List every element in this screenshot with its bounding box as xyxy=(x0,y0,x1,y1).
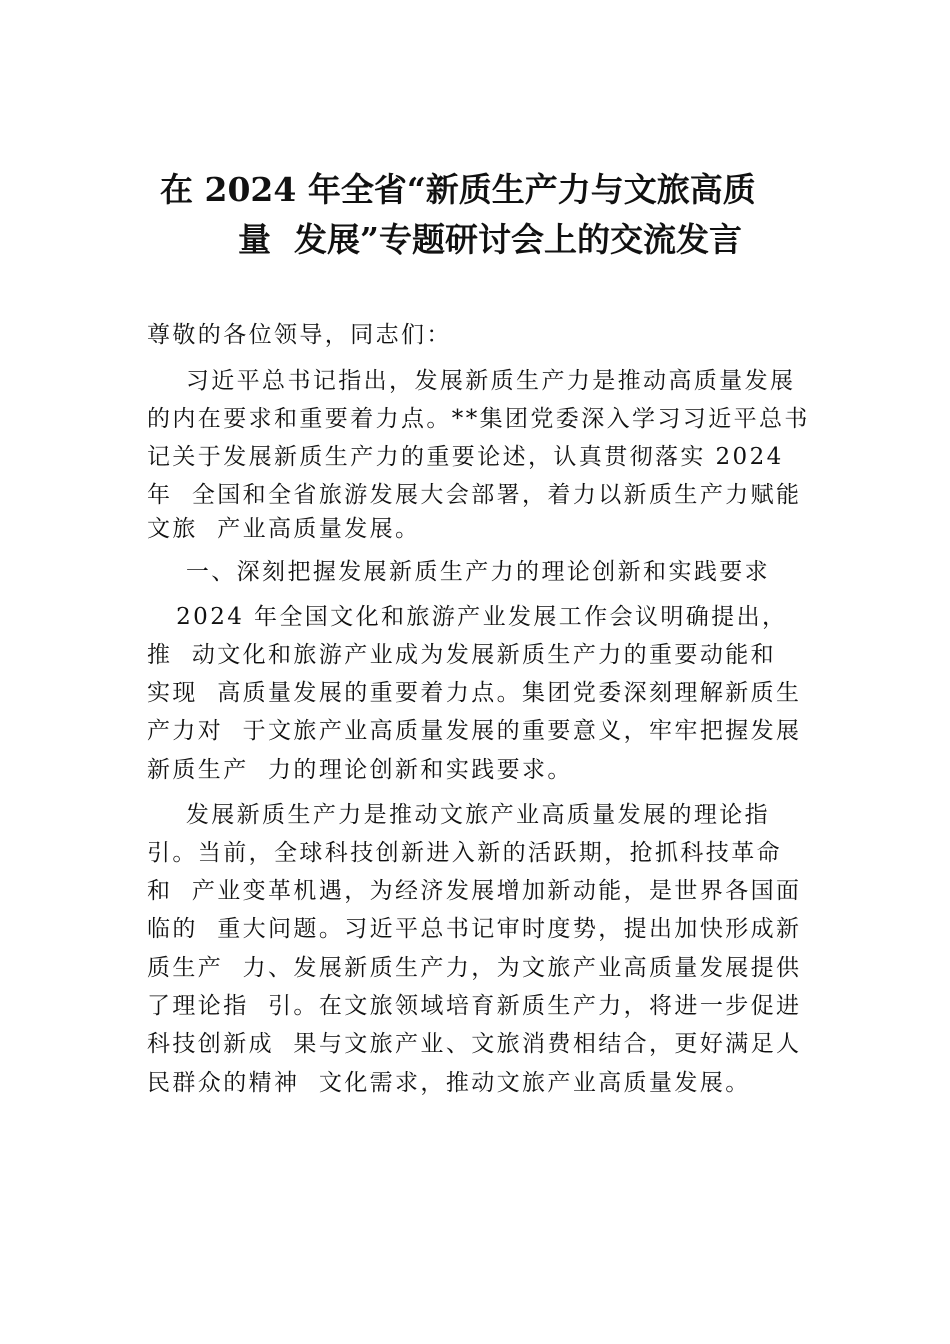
text-line: 的内在要求和重要着力点。**集团党委深入学习习近平总书 xyxy=(147,406,810,432)
text-line: 产力对 于文旅产业高质量发展的重要意义，牢牢把握发展 xyxy=(147,718,802,744)
text-line: 年 全国和全省旅游发展大会部署，着力以新质生产力赋能 xyxy=(147,482,802,508)
text-line: 民群众的精神 文化需求，推动文旅产业高质量发展。 xyxy=(147,1070,751,1096)
text-line: 推 动文化和旅游产业成为发展新质生产力的重要动能和 xyxy=(147,642,777,668)
text-line: 文旅 产业高质量发展。 xyxy=(147,516,421,542)
text-line: 临的 重大问题。习近平总书记审时度势，提出加快形成新 xyxy=(147,916,802,942)
text-line: 记关于发展新质生产力的重要论述，认真贯彻落实 2024 xyxy=(147,444,784,470)
text-line: 了理论指 引。在文旅领域培育新质生产力，将进一步促进 xyxy=(147,993,802,1019)
document-title-line-1: 在 2024 年全省“新质生产力与文旅高质 xyxy=(160,170,756,209)
section-heading: 一、深刻把握发展新质生产力的理论创新和实践要求 xyxy=(147,559,771,585)
text-line: 引。当前，全球科技创新进入新的活跃期，抢抓科技革命 xyxy=(147,840,782,866)
text-line: 实现 高质量发展的重要着力点。集团党委深刻理解新质生 xyxy=(147,680,802,706)
text-line: 2024 年全国文化和旅游产业发展工作会议明确提出， xyxy=(147,604,788,630)
greeting: 尊敬的各位领导，同志们： xyxy=(147,322,452,348)
text-line: 习近平总书记指出，发展新质生产力是推动高质量发展 xyxy=(147,368,796,394)
text-line: 发展新质生产力是推动文旅产业高质量发展的理论指 xyxy=(147,802,771,828)
text-line: 科技创新成 果与文旅产业、文旅消费相结合，更好满足人 xyxy=(147,1031,802,1057)
text-line: 质生产 力、发展新质生产力，为文旅产业高质量发展提供 xyxy=(147,955,802,981)
text-line: 和 产业变革机遇，为经济发展增加新动能，是世界各国面 xyxy=(147,878,802,904)
text-line: 新质生产 力的理论创新和实践要求。 xyxy=(147,757,573,783)
document-title-line-2: 量 发展”专题研讨会上的交流发言 xyxy=(238,220,742,259)
